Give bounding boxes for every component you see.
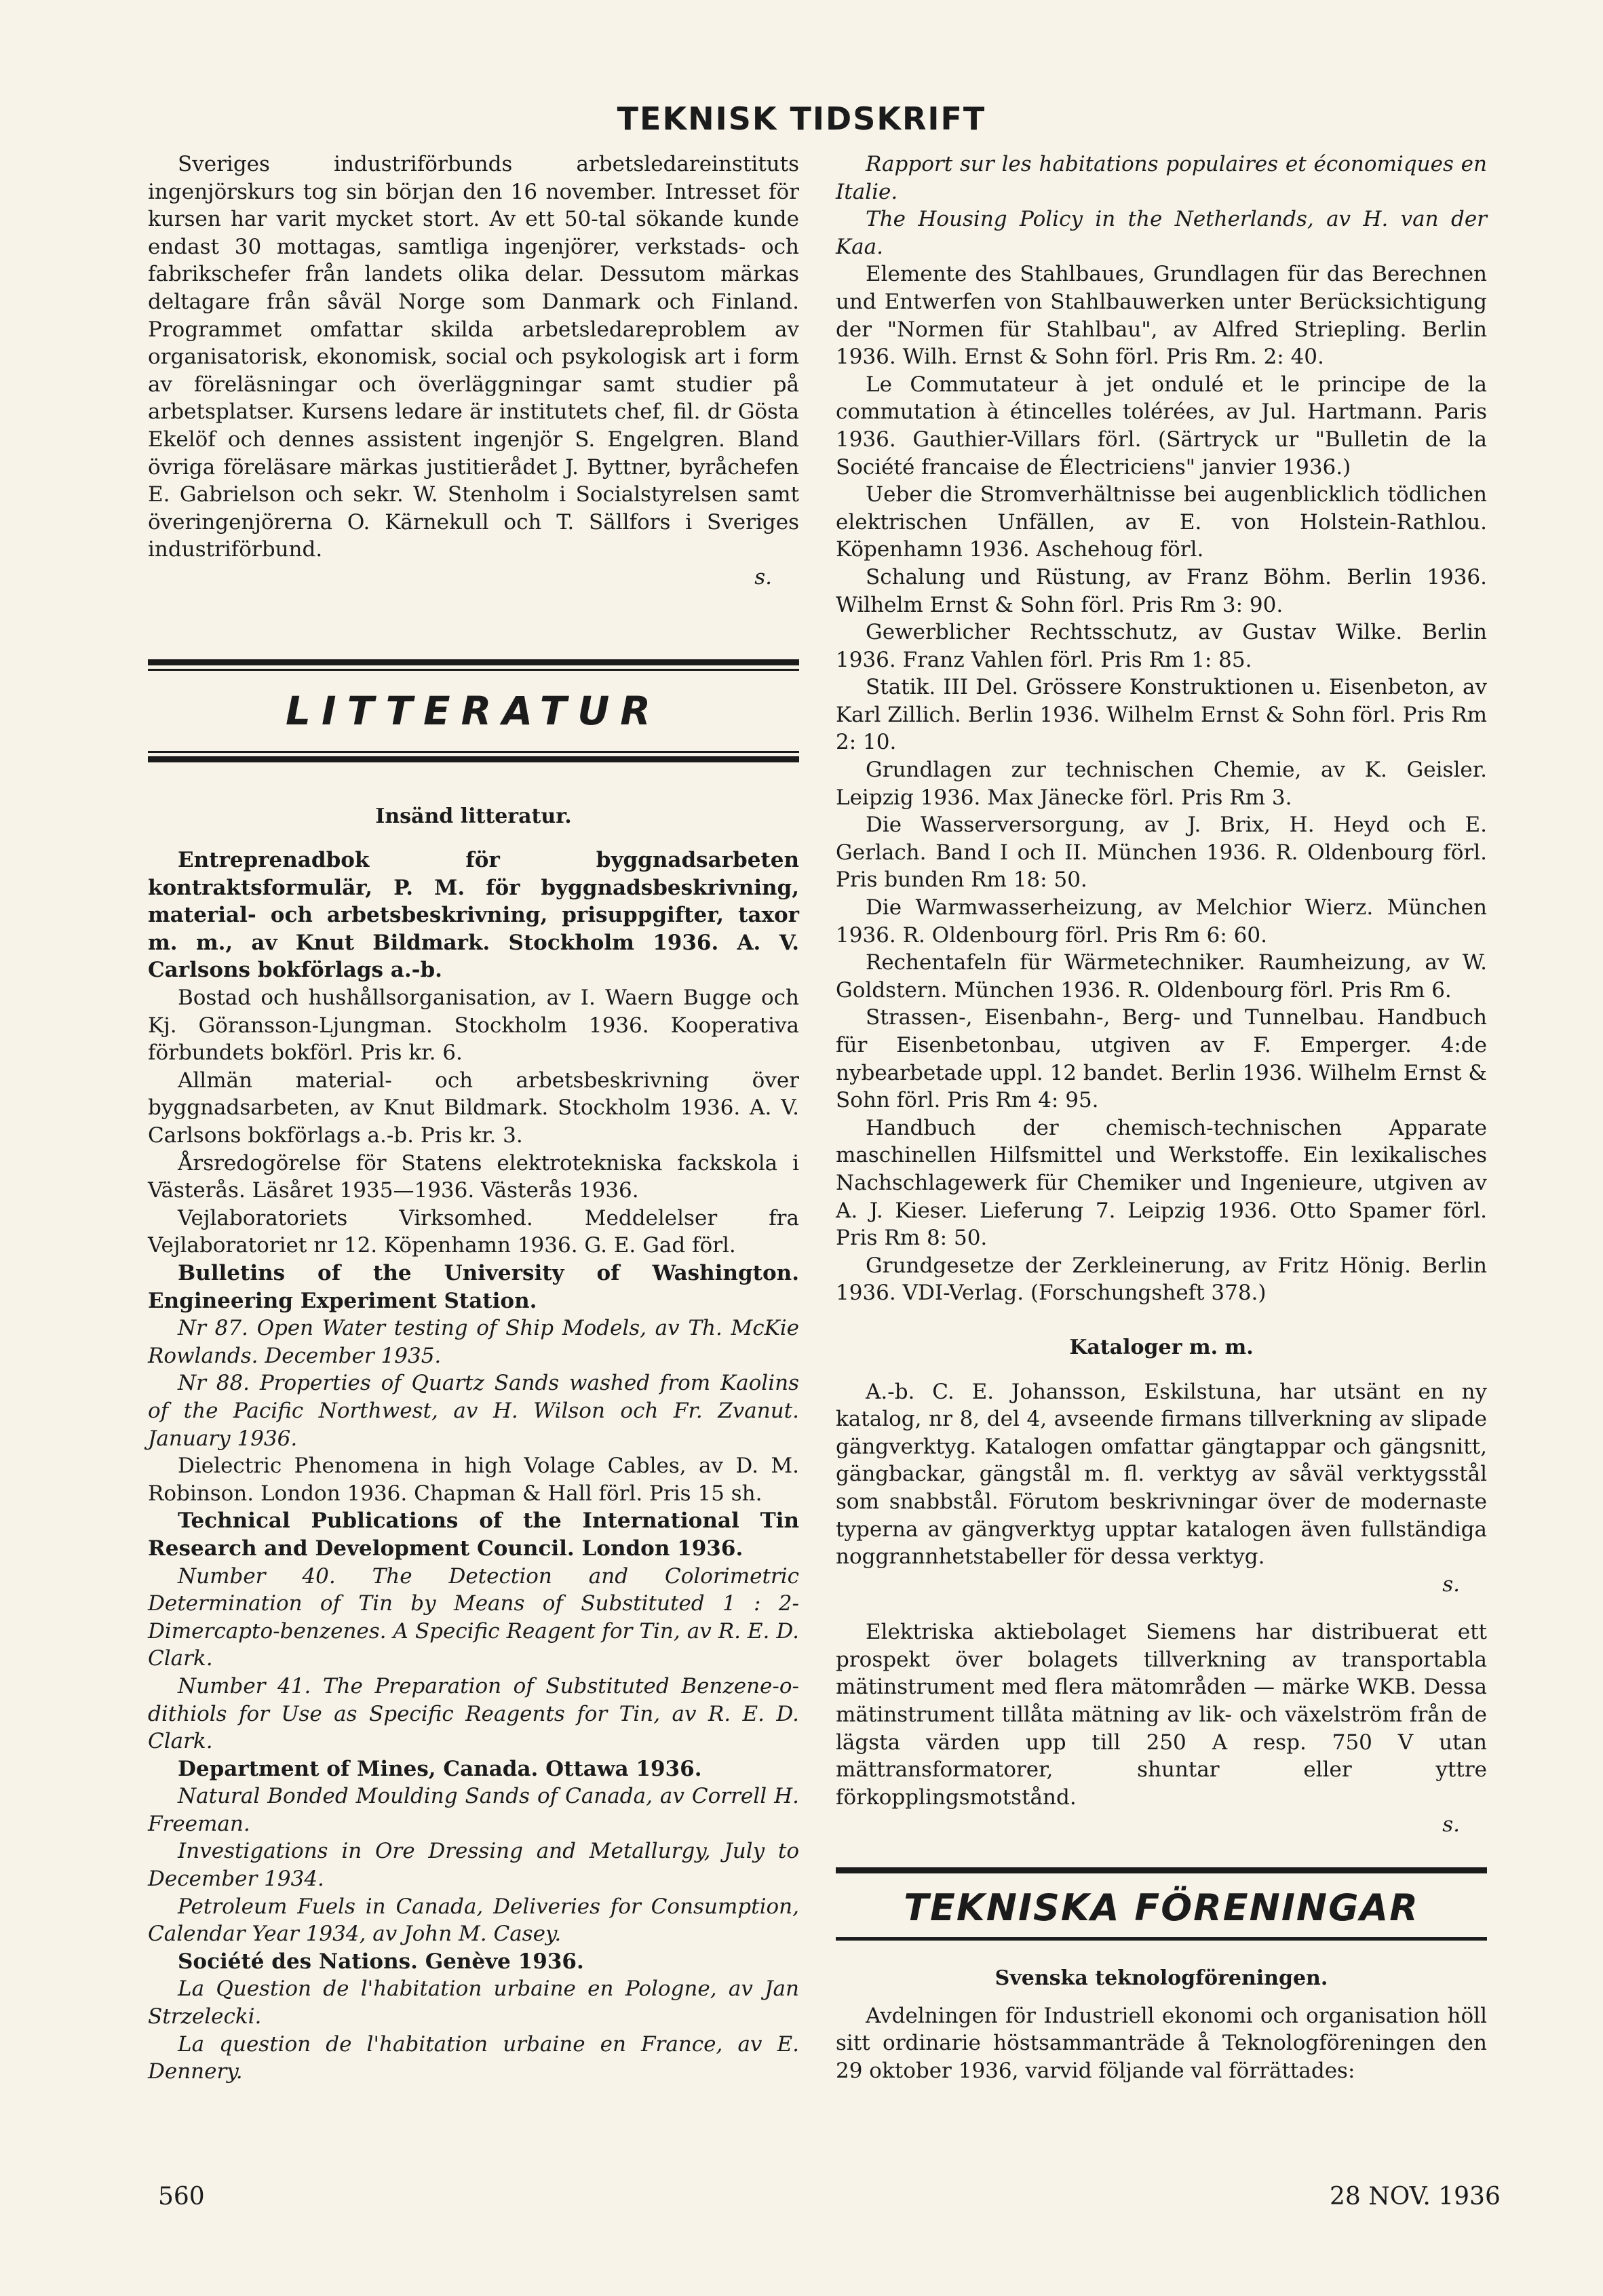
kataloger-signature-1: s. bbox=[1442, 1572, 1460, 1597]
subhead-insand: Insänd litteratur. bbox=[375, 804, 572, 828]
entry: Natural Bonded Moulding Sands of Canada, av Correll H. Freeman. bbox=[148, 1784, 799, 1836]
entry: Statik. III Del. Grössere Konstruktionen u. Eisenbeton, av Karl Zillich. Berlin 1936. Wilhelm Ernst & Sohn förl. Pris Rm 2: 10. bbox=[836, 675, 1487, 755]
intro-paragraph: Sveriges industriförbunds arbetsledareinstituts ingenjörskurs tog sin början den 16 november. Intresset för kursen har varit mycket stort. Av ett 50-tal sökande kunde endast 30 mottagas, samtliga ingenjörer, verkstads- och fabrikschefer från landets olika delar. Dessutom märkas deltagare från såväl Norge som Danmark och Finland. Programmet omfattar skilda arbetsledareproblem av organisatorisk, ekonomisk, social och psykologisk art i form av föreläsningar och överläggningar samt studier på arbetsplatser. Kursens ledare är institutets chef, fil. dr Gösta Ekelöf och dennes assistent ingenjör S. Engelgren. Bland övriga föreläsare märkas justitierådet J. Byttner, byråchefen E. Gabrielson och sekr. W. Stenholm i Socialstyrelsen samt överingenjörerna O. Kärnekull och T. Sällfors i Sveriges industriförbund. bbox=[148, 152, 799, 562]
heading-rule-bottom bbox=[148, 756, 799, 762]
subhead-kataloger: Kataloger m. m. bbox=[1069, 1335, 1254, 1359]
tekniska-foreningar-heading bbox=[836, 1867, 1487, 1941]
entry: Rechentafeln für Wärmetechniker. Raumheizung, av W. Goldstern. München 1936. R. Oldenbourg förl. Pris Rm 6. bbox=[836, 950, 1487, 1003]
entry: Strassen-, Eisenbahn-, Berg- und Tunnelbau. Handbuch für Eisenbetonbau, utgiven av F. Emperger. 4:de nybearbetade uppl. 12 bandet. Berlin 1936. Wilhelm Ernst & Sohn förl. Pris Rm 4: 95. bbox=[836, 1005, 1487, 1113]
entry: Handbuch der chemisch-technischen Apparate maschinellen Hilfsmittel und Werkstoffe. Ein lexikalisches Nachschlagewerk für Chemiker und Ingenieure, utgiven av A. J. Kieser. Lieferung 7. Leipzig 1936. Otto Spamer förl. Pris Rm 8: 50. bbox=[836, 1115, 1487, 1251]
kataloger-paragraph-1: A.-b. C. E. Johansson, Eskilstuna, har utsänt en ny katalog, nr 8, del 4, avseende firmans tillverkning av slipade gängverktyg. Katalogen omfattar gängtappar och gängsnitt, gängbackar, gängstål m. fl. verktyg av såväl verktygsstål som snabbstål. Förutom beskrivningar över de modernaste typerna av gängverktyg upptar katalogen även fullständiga noggrannhetstabeller för dessa verktyg. bbox=[836, 1379, 1487, 1570]
entry: The Housing Policy in the Netherlands, av H. van der Kaa. bbox=[836, 207, 1487, 259]
entry: Number 41. The Preparation of Substituted Benzene-o-dithiols for Use as Specific Reagents for Tin, av R. E. D. Clark. bbox=[148, 1673, 799, 1754]
entry: Die Wasserversorgung, av J. Brix, H. Heyd och E. Gerlach. Band I och II. München 1936. R. Oldenbourg förl. Pris bunden Rm 18: 50. bbox=[836, 813, 1487, 893]
kataloger-paragraph-2: Elektriska aktiebolaget Siemens har distribuerat ett prospekt över bolagets tillverkning av transportabla mätinstrument med flera mätområden — märke WKB. Dessa mätinstrument tillåta mätning av lik- och växelström från de lägsta värden upp till 250 A resp. 750 V utan mättransformatorer, shuntar eller yttre förkopplingsmotstånd. bbox=[836, 1620, 1487, 1810]
entry: Schalung und Rüstung, av Franz Böhm. Berlin 1936. Wilhelm Ernst & Sohn förl. Pris Rm 3: 90. bbox=[836, 564, 1487, 617]
entry: Department of Mines, Canada. Ottawa 1936. bbox=[178, 1756, 702, 1781]
litteratur-heading bbox=[148, 659, 799, 762]
entry: Number 40. The Detection and Colorimetric Determination of Tin by Means of Substituted 1 : 2-Dimercapto-benzenes. A Specific Reagent for Tin, av R. E. D. Clark. bbox=[148, 1563, 799, 1671]
entry: Investigations in Ore Dressing and Metallurgy, July to December 1934. bbox=[148, 1839, 799, 1892]
closing-paragraph: Avdelningen för Industriell ekonomi och organisation höll sitt ordinarie höstsammanträde å Teknologföreningen den 29 oktober 1936, varvid följande val förrättades: bbox=[836, 2003, 1487, 2083]
entry: Ueber die Stromverhältnisse bei augenblicklich tödlichen elektrischen Unfällen, av E. von Holstein-Rathlou. Köpenhamn 1936. Aschehoug förl. bbox=[836, 482, 1487, 562]
intro-signature: s. bbox=[754, 564, 772, 589]
entry: Dielectric Phenomena in high Volage Cables, av D. M. Robinson. London 1936. Chapman & Hall förl. Pris 15 sh. bbox=[148, 1454, 799, 1506]
entry: Årsredogörelse för Statens elektrotekniska fackskola i Västerås. Läsåret 1935—1936. Västerås 1936. bbox=[148, 1150, 799, 1203]
entry: Le Commutateur à jet ondulé et le principe de la commutation à étincelles tolérées, av Jul. Hartmann. Paris 1936. Gauthier-Villars förl. (Särtryck ur "Bulletin de la Société francaise de Électriciens" janvier 1936.) bbox=[836, 372, 1487, 480]
entry: Bostad och hushållsorganisation, av I. Waern Bugge och Kj. Göransson-Ljungman. Stockholm 1936. Kooperativa förbundets bokförl. Pris kr. 6. bbox=[148, 986, 799, 1066]
entry: Entreprenadbok för byggnadsarbeten kontraktsformulär, P. M. för byggnadsbeskrivning, material- och arbetsbeskrivning, prisuppgifter, taxor m. m., av Knut Bildmark. Stockholm 1936. A. V. Carlsons bokförlags a.-b. bbox=[148, 848, 799, 983]
entry: Vejlaboratoriets Virksomhed. Meddelelser fra Vejlaboratoriet nr 12. Köpenhamn 1936. G. E. Gad förl. bbox=[148, 1205, 799, 1258]
running-head: TEKNISK TIDSKRIFT bbox=[617, 100, 986, 137]
entry: Petroleum Fuels in Canada, Deliveries for Consumption, Calendar Year 1934, av John M. Casey. bbox=[148, 1894, 799, 1947]
entry: Société des Nations. Genève 1936. bbox=[178, 1949, 584, 1974]
subhead-teknologforeningen: Svenska teknologföreningen. bbox=[994, 1966, 1328, 1991]
entry: Die Warmwasserheizung, av Melchior Wierz. München 1936. R. Oldenbourg förl. Pris Rm 6: 60. bbox=[836, 895, 1487, 948]
section-title: LITTERATUR bbox=[286, 687, 661, 734]
right-column bbox=[836, 151, 1487, 2084]
issue-date: 28 NOV. 1936 bbox=[1330, 2183, 1501, 2211]
heading-rule-top bbox=[148, 659, 799, 665]
left-column bbox=[148, 151, 799, 2086]
entry: Nr 87. Open Water testing of Ship Models, av Th. McKie Rowlands. December 1935. bbox=[148, 1316, 799, 1368]
kataloger-signature-2: s. bbox=[1442, 1812, 1460, 1837]
heading2-rule-bottom bbox=[836, 1937, 1487, 1941]
entry: Grundlagen zur technischen Chemie, av K. Geisler. Leipzig 1936. Max Jänecke förl. Pris Rm 3. bbox=[836, 758, 1487, 810]
heading2-rule-top bbox=[836, 1867, 1487, 1873]
entry: La question de l'habitation urbaine en France, av E. Dennery. bbox=[148, 2031, 799, 2084]
entry: Bulletins of the University of Washington. Engineering Experiment Station. bbox=[148, 1261, 799, 1313]
entry: Rapport sur les habitations populaires et économiques en Italie. bbox=[836, 152, 1487, 204]
entry: Nr 88. Properties of Quartz Sands washed from Kaolins of the Pacific Northwest, av H. Wilson och Fr. Zvanut. January 1936. bbox=[148, 1371, 799, 1451]
entry: Gewerblicher Rechtsschutz, av Gustav Wilke. Berlin 1936. Franz Vahlen förl. Pris Rm 1: 85. bbox=[836, 620, 1487, 672]
section2-title: TEKNISKA FÖRENINGAR bbox=[904, 1886, 1419, 1930]
heading-rule-top-thin bbox=[148, 669, 799, 671]
entry: Grundgesetze der Zerkleinerung, av Fritz Hönig. Berlin 1936. VDI-Verlag. (Forschungsheft 378.) bbox=[836, 1253, 1487, 1306]
entry: Allmän material- och arbetsbeskrivning över byggnadsarbeten, av Knut Bildmark. Stockholm 1936. A. V. Carlsons bokförlags a.-b. Pris kr. 3. bbox=[148, 1068, 799, 1148]
page-number: 560 bbox=[158, 2183, 205, 2211]
entry: Elemente des Stahlbaues, Grundlagen für das Berechnen und Entwerfen von Stahlbauwerken unter Berücksichtigung der "Normen für Stahlbau", av Alfred Striepling. Berlin 1936. Wilh. Ernst & Sohn förl. Pris Rm. 2: 40. bbox=[836, 262, 1487, 370]
entry: Technical Publications of the International Tin Research and Development Council. London 1936. bbox=[148, 1509, 799, 1561]
entry: La Question de l'habitation urbaine en Pologne, av Jan Strzelecki. bbox=[148, 1977, 799, 2029]
